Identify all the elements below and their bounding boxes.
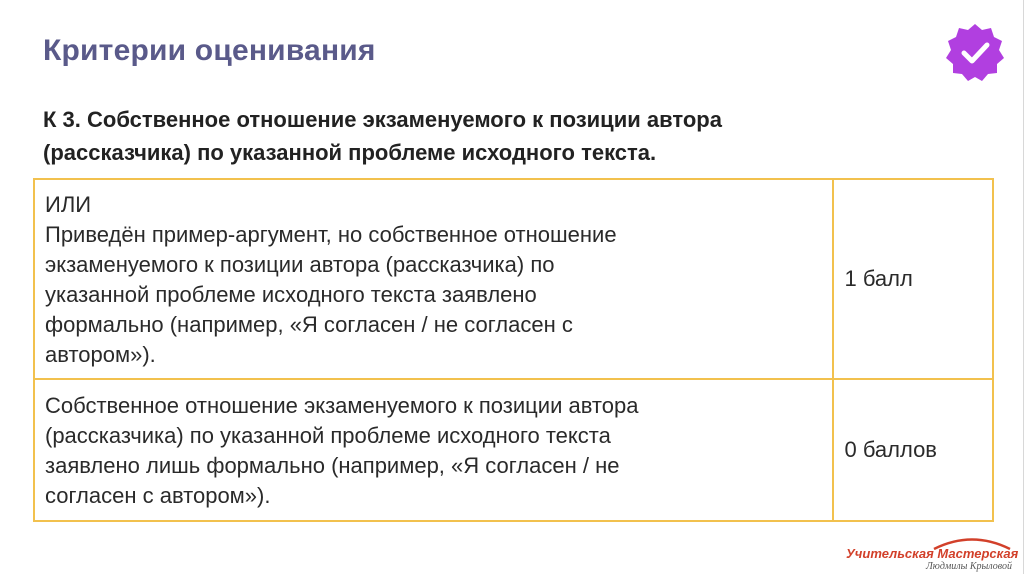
description-line: экзаменуемого к позиции автора (рассказчика) по	[45, 252, 555, 277]
description-line: (рассказчика) по указанной проблеме исходного текста	[45, 423, 611, 448]
criterion-score: 0 баллов	[833, 379, 993, 521]
description-line: согласен с автором»).	[45, 483, 271, 508]
criterion-score: 1 балл	[833, 179, 993, 379]
description-line: формально (например, «Я согласен / не согласен с	[45, 312, 573, 337]
publisher-logo	[846, 536, 1019, 572]
criterion-heading-line: (рассказчика) по указанной проблеме исходного текста.	[43, 140, 657, 165]
description-line: указанной проблеме исходного текста заявлено	[45, 282, 537, 307]
table-row	[34, 179, 993, 379]
slide-title: Критерии оценивания	[43, 34, 376, 67]
criterion-heading-line: К 3. Собственное отношение экзаменуемого к позиции автора	[43, 107, 722, 132]
description-line: ИЛИ	[45, 192, 92, 217]
description-line: заявлено лишь формально (например, «Я согласен / не	[45, 453, 620, 478]
logo-sub-text: Людмилы Крыловой	[926, 561, 1013, 572]
description-line: автором»).	[45, 342, 156, 367]
criterion-description	[34, 379, 833, 521]
criterion-description	[34, 179, 833, 379]
logo-main-text: Учительская Мастерская	[846, 546, 1019, 561]
description-line: Приведён пример-аргумент, но собственное отношение	[45, 222, 617, 247]
check-badge-icon	[944, 22, 1006, 84]
criteria-table	[33, 178, 994, 522]
table-row	[34, 379, 993, 521]
criterion-heading	[43, 103, 943, 169]
description-line: Собственное отношение экзаменуемого к позиции автора	[45, 393, 639, 418]
